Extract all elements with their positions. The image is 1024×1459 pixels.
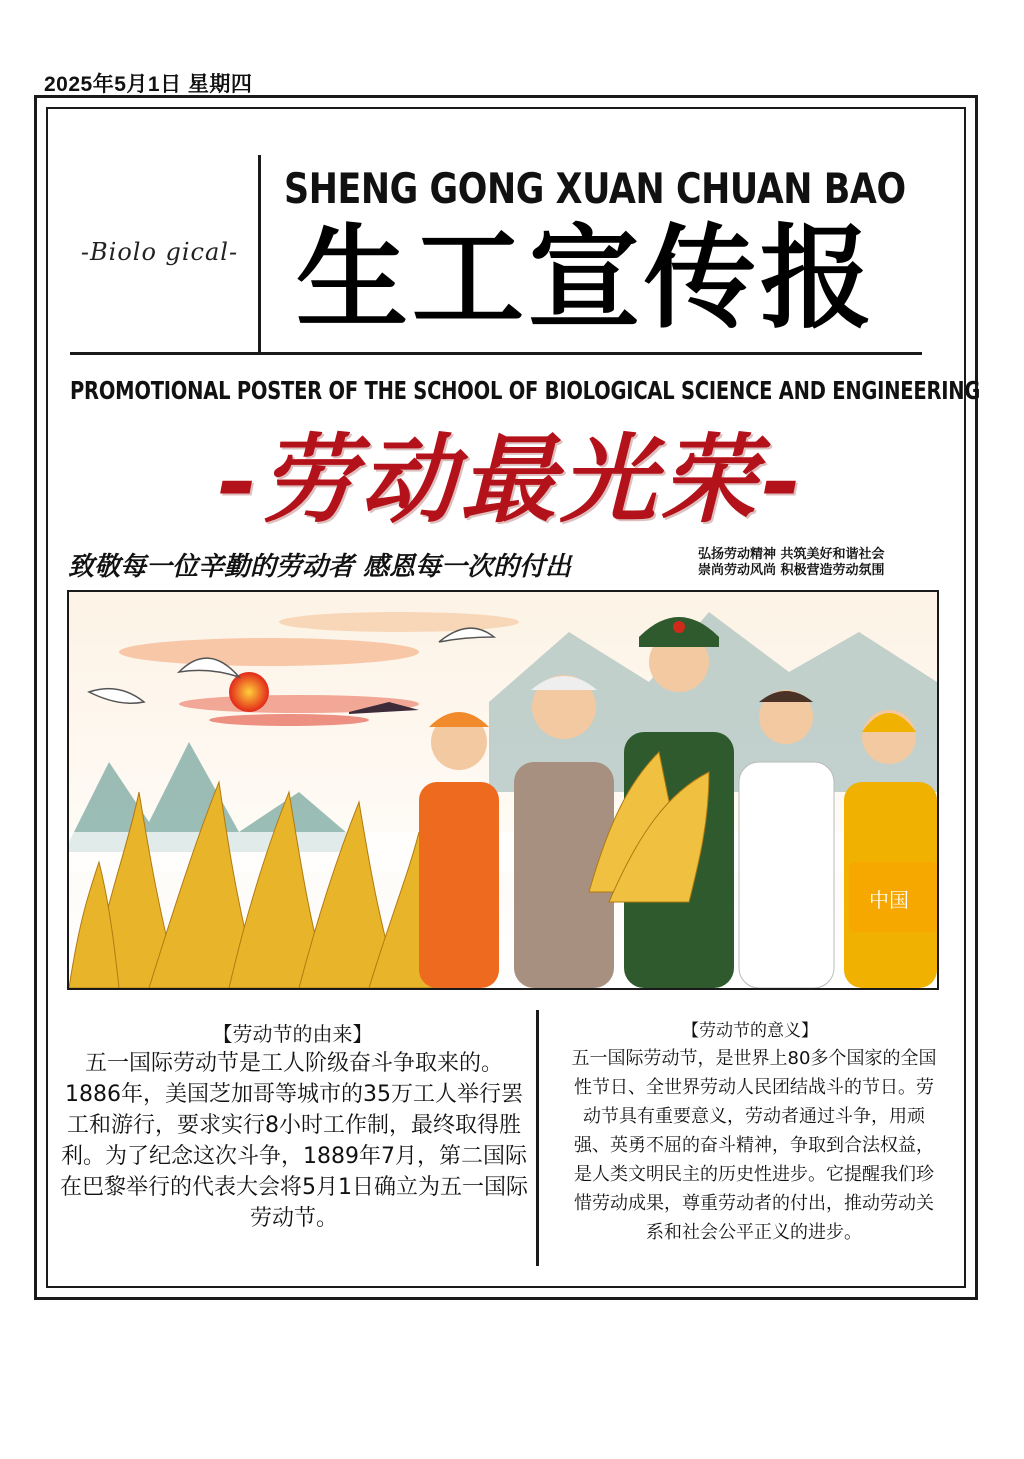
cloud-streak: [209, 714, 369, 726]
masthead-divider: [258, 155, 261, 353]
cloud-streak: [279, 612, 519, 632]
issue-date: 2025年5月1日 星期四: [44, 73, 253, 96]
slogan-line-2: 崇尚劳动风尚 积极营造劳动氛围: [698, 563, 885, 578]
tagline: 致敬每一位辛勤的劳动者 感恩每一次的付出: [68, 552, 572, 582]
slogan-line-1: 弘扬劳动精神 共筑美好和谐社会: [698, 547, 885, 562]
illustration-art: [69, 592, 937, 988]
sun-icon: [229, 672, 269, 712]
slogan: [698, 547, 938, 579]
masthead-title-en: SHENG GONG XUAN CHUAN BAO: [284, 164, 906, 213]
cloud-streak: [119, 638, 419, 666]
masthead-title-cn: 生工宣传报: [296, 214, 876, 344]
workers-illustration: [67, 590, 939, 990]
meaning-title: 【劳动节的意义】: [682, 1021, 818, 1041]
masthead-rule: [70, 352, 922, 355]
origin-title: 【劳动节的由来】: [212, 1022, 373, 1046]
masthead-subtitle: PROMOTIONAL POSTER OF THE SCHOOL OF BIOLOGICAL SCIENCE AND ENGINEERING: [70, 376, 981, 405]
meaning-body: 五一国际劳动节，是世界上80多个国家的全国性节日、全世界劳动人民团结战斗的节日。劳动节具有重要意义，劳动者通过斗争，用顽强、英勇不屈的奋斗精神，争取到合法权益，是人类文明民主的历史性进步。它提醒我们珍惜劳动成果，尊重劳动者的付出，推动劳动关系和社会公平正义的进步。: [571, 1048, 937, 1243]
origin-body: 五一国际劳动节是工人阶级奋斗争取来的。1886年，美国芝加哥等城市的35万工人举行罢工和游行，要求实行8小时工作制，最终取得胜利。为了纪念这次斗争，1889年7月，第二国际在巴黎举行的代表大会将5月1日确立为五一国际劳动节。: [60, 1051, 528, 1231]
headline: -劳动最光荣-: [216, 423, 804, 536]
column-divider: [536, 1010, 539, 1266]
delivery-box-text: 中国: [869, 888, 909, 912]
side-tag: -Biolo gical-: [80, 238, 239, 266]
